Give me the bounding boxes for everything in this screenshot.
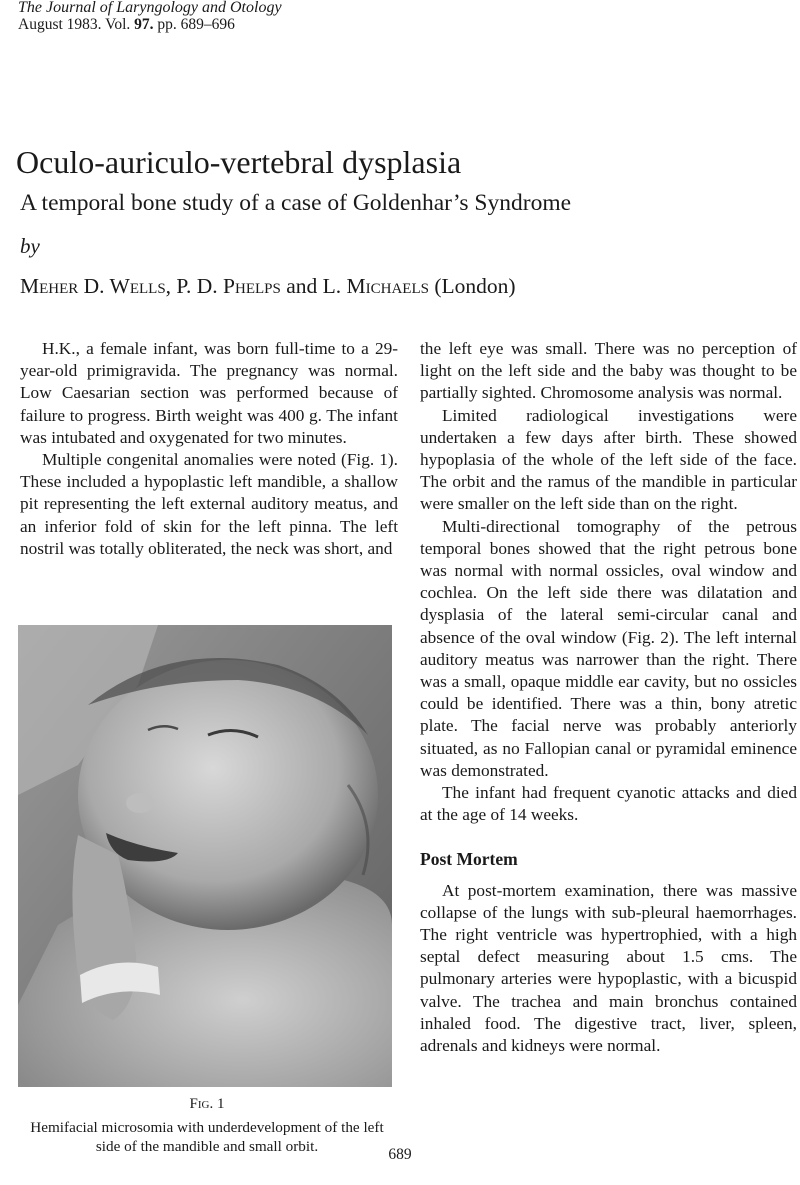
page-range: pp. 689–696 <box>157 16 235 33</box>
author-3: L. Michaels <box>322 274 429 298</box>
paragraph: At post-mortem examination, there was massive collapse of the lungs with sub-pleural haemorrhages. The right ventricle was hypertrophied, with a high septal defect measuring about 1.5 cms. The pulmonary arteries were hypoplastic, with a bicuspid valve. The trachea and main bronchus contained inhaled food. The digestive tract, liver, spleen, adrenals and kidneys were normal. <box>420 880 797 1056</box>
author-2: P. D. Phelps <box>176 274 281 298</box>
section-heading: Post Mortem <box>420 849 518 870</box>
paragraph: Limited radiological investigations were undertaken a few days after birth. These showed hypoplasia of the whole of the left side of the face. The orbit and the ramus of the mandible in particular were smaller on the left side than on the right. <box>420 405 797 514</box>
paragraph: The infant had frequent cyanotic attacks and died at the age of 14 weeks. <box>420 783 797 825</box>
authors-and: and <box>286 274 318 298</box>
byline-by: by <box>20 234 40 258</box>
page-number: 689 <box>388 1146 412 1163</box>
figure-caption: Hemifacial microsomia with underdevelopment of the left side of the mandible and small orbit. <box>30 1119 384 1155</box>
left-column <box>20 338 398 560</box>
author-1: Meher D. Wells, <box>20 274 172 298</box>
paragraph: the left eye was small. There was no perception of light on the left side and the baby was thought to be partially sighted. Chromosome analysis was normal. <box>420 339 797 403</box>
article-subtitle: A temporal bone study of a case of Goldenhar’s Syndrome <box>20 190 572 216</box>
volume-number: 97. <box>134 16 154 33</box>
right-column <box>420 338 797 1057</box>
author-location: (London) <box>434 274 516 298</box>
infant-photo-illustration <box>18 625 392 1087</box>
authors-line <box>20 273 516 299</box>
paragraph: Multi-directional tomography of the petrous temporal bones showed that the right petrous bone was normal with normal ossicles, oval window and cochlea. On the left side there was dilatation and dysplasia of the lateral semi-circular canal and absence of the oval window (Fig. 2). The left internal auditory meatus was narrower than the right. There was a small, opaque middle ear cavity, but no ossicles could be identified. There was a thin, bony atretic plate. The facial nerve was probably anteriorly situated, as no Fallopian canal or pyramidal eminence was demonstrated. <box>420 516 797 780</box>
journal-title: The Journal of Laryngology and Otology <box>18 0 282 16</box>
figure-1-photo <box>18 625 392 1087</box>
paragraph: Multiple congenital anomalies were noted (Fig. 1). These included a hypoplastic left mandible, a shallow pit representing the left external auditory meatus, and an inferior fold of skin for the left pinna. The left nostril was totally obliterated, the neck was short, and <box>20 450 398 558</box>
issue-prefix: August 1983. Vol. <box>18 16 131 33</box>
figure-label: Fig. 1 <box>189 1096 225 1112</box>
paragraph: H.K., a female infant, was born full-time to a 29-year-old primigravida. The pregnancy was normal. Low Caesarian section was performed because of failure to progress. Birth weight was 400 g. The infant was intubated and oxygenated for two minutes. <box>20 339 398 447</box>
issue-info <box>18 16 235 34</box>
article-title: Oculo-auriculo-vertebral dysplasia <box>16 144 462 180</box>
